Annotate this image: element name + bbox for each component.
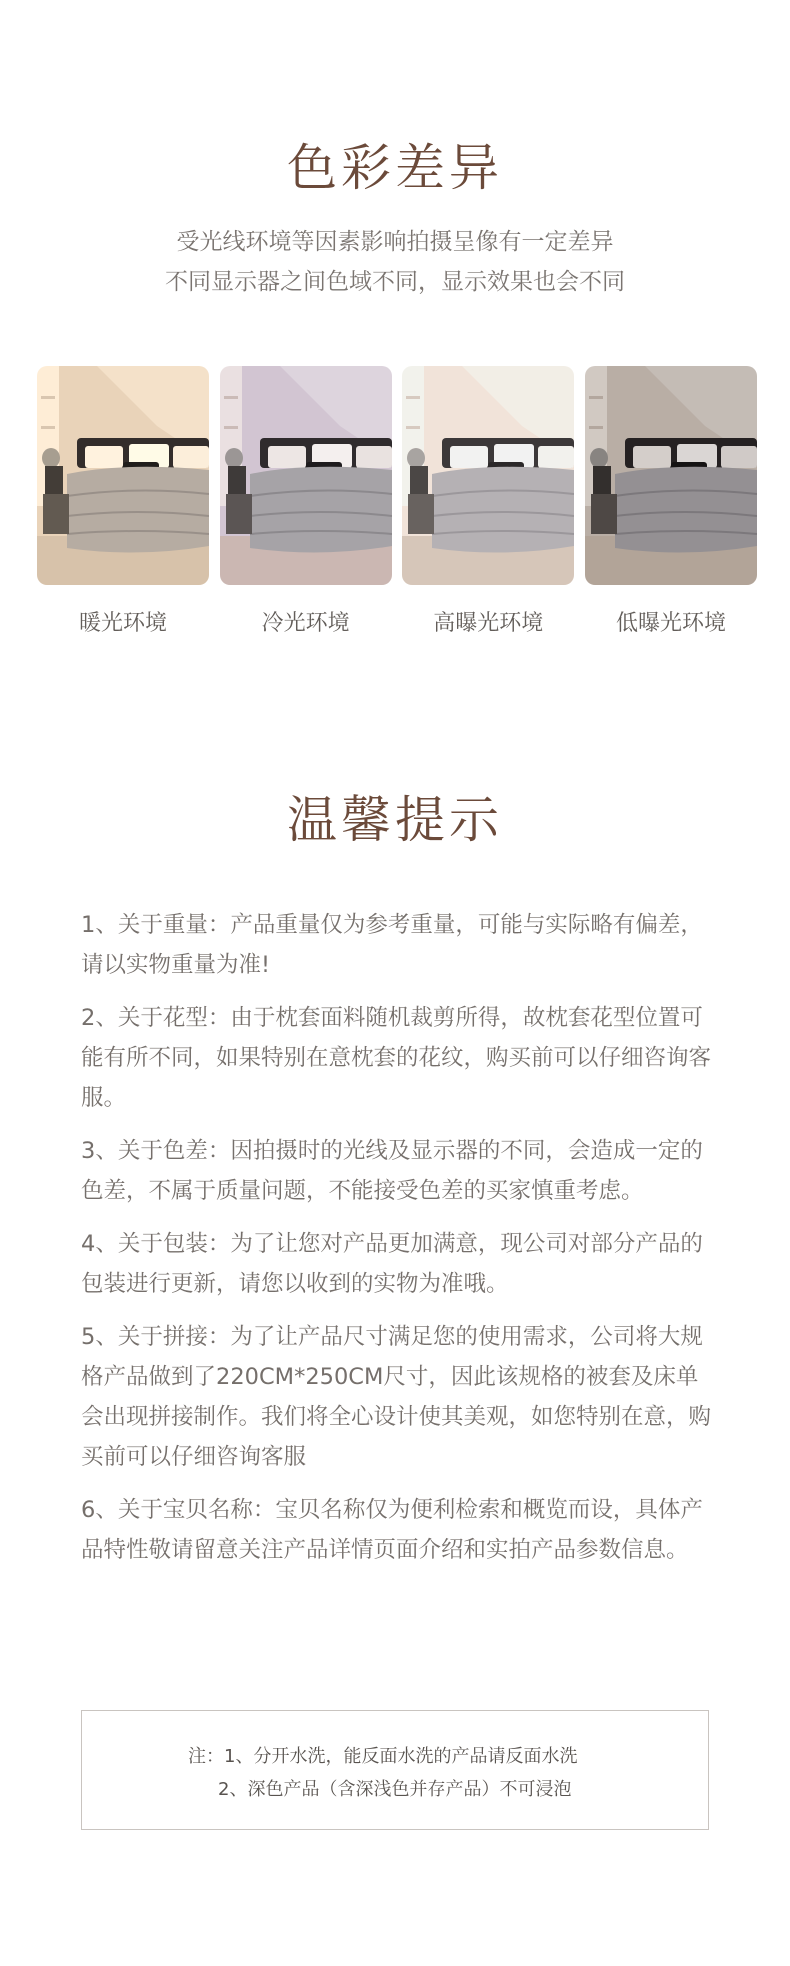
bedroom-photo-high-exposure: [402, 366, 574, 585]
bedroom-illustration: [37, 366, 209, 585]
tips-list: [81, 905, 711, 1583]
photo-label-high-exposure: 高曝光环境: [433, 611, 544, 636]
lighting-photo-item: [220, 366, 392, 637]
washing-note-line-2: 2、深色产品（含深浅色并存产品）不可浸泡: [218, 1779, 572, 1800]
tip-product-name: 6、关于宝贝名称：宝贝名称仅为便利检索和概览而设，具体产品特性敬请留意关注产品详情页面介绍和实拍产品参数信息。: [81, 1497, 703, 1563]
bedroom-illustration: [220, 366, 392, 585]
lighting-photo-item: [402, 366, 574, 637]
tip-pattern: 2、关于花型：由于枕套面料随机裁剪所得，故枕套花型位置可能有所不同，如果特别在意枕套的花纹，购买前可以仔细咨询客服。: [81, 1005, 712, 1111]
color-subtitle-line-1: 受光线环境等因素影响拍摄呈像有一定差异: [176, 229, 614, 255]
tips-section-title: 温馨提示: [287, 791, 503, 849]
bedroom-photo-warm: [37, 366, 209, 585]
color-subtitle-line-2: 不同显示器之间色域不同，显示效果也会不同: [165, 269, 625, 295]
lighting-photo-row: [37, 366, 757, 637]
washing-note-box: [81, 1710, 709, 1830]
photo-label-warm: 暖光环境: [78, 611, 167, 636]
bedroom-illustration: [585, 366, 757, 585]
bedroom-photo-low-exposure: [585, 366, 757, 585]
photo-label-low-exposure: 低曝光环境: [615, 611, 726, 636]
color-section-title: 色彩差异: [287, 139, 503, 197]
bedroom-illustration: [402, 366, 574, 585]
lighting-photo-item: [585, 366, 757, 637]
tip-splicing: 5、关于拼接：为了让产品尺寸满足您的使用需求，公司将大规格产品做到了220CM*250CM尺寸，因此该规格的被套及床单会出现拼接制作。我们将全心设计使其美观，如您特别在意，购买前可以仔细咨询客服: [81, 1324, 712, 1470]
tip-packaging: 4、关于包装：为了让您对产品更加满意，现公司对部分产品的包装进行更新，请您以收到的实物为准哦。: [81, 1231, 703, 1297]
bedroom-photo-cool: [220, 366, 392, 585]
tip-color: 3、关于色差：因拍摄时的光线及显示器的不同，会造成一定的色差，不属于质量问题，不能接受色差的买家慎重考虑。: [81, 1138, 703, 1204]
washing-note-line-1: 注：1、分开水洗，能反面水洗的产品请反面水洗: [188, 1746, 578, 1767]
photo-label-cool: 冷光环境: [261, 611, 350, 636]
lighting-photo-item: [37, 366, 209, 637]
tip-weight: 1、关于重量：产品重量仅为参考重量，可能与实际略有偏差，请以实物重量为准!: [81, 912, 703, 978]
